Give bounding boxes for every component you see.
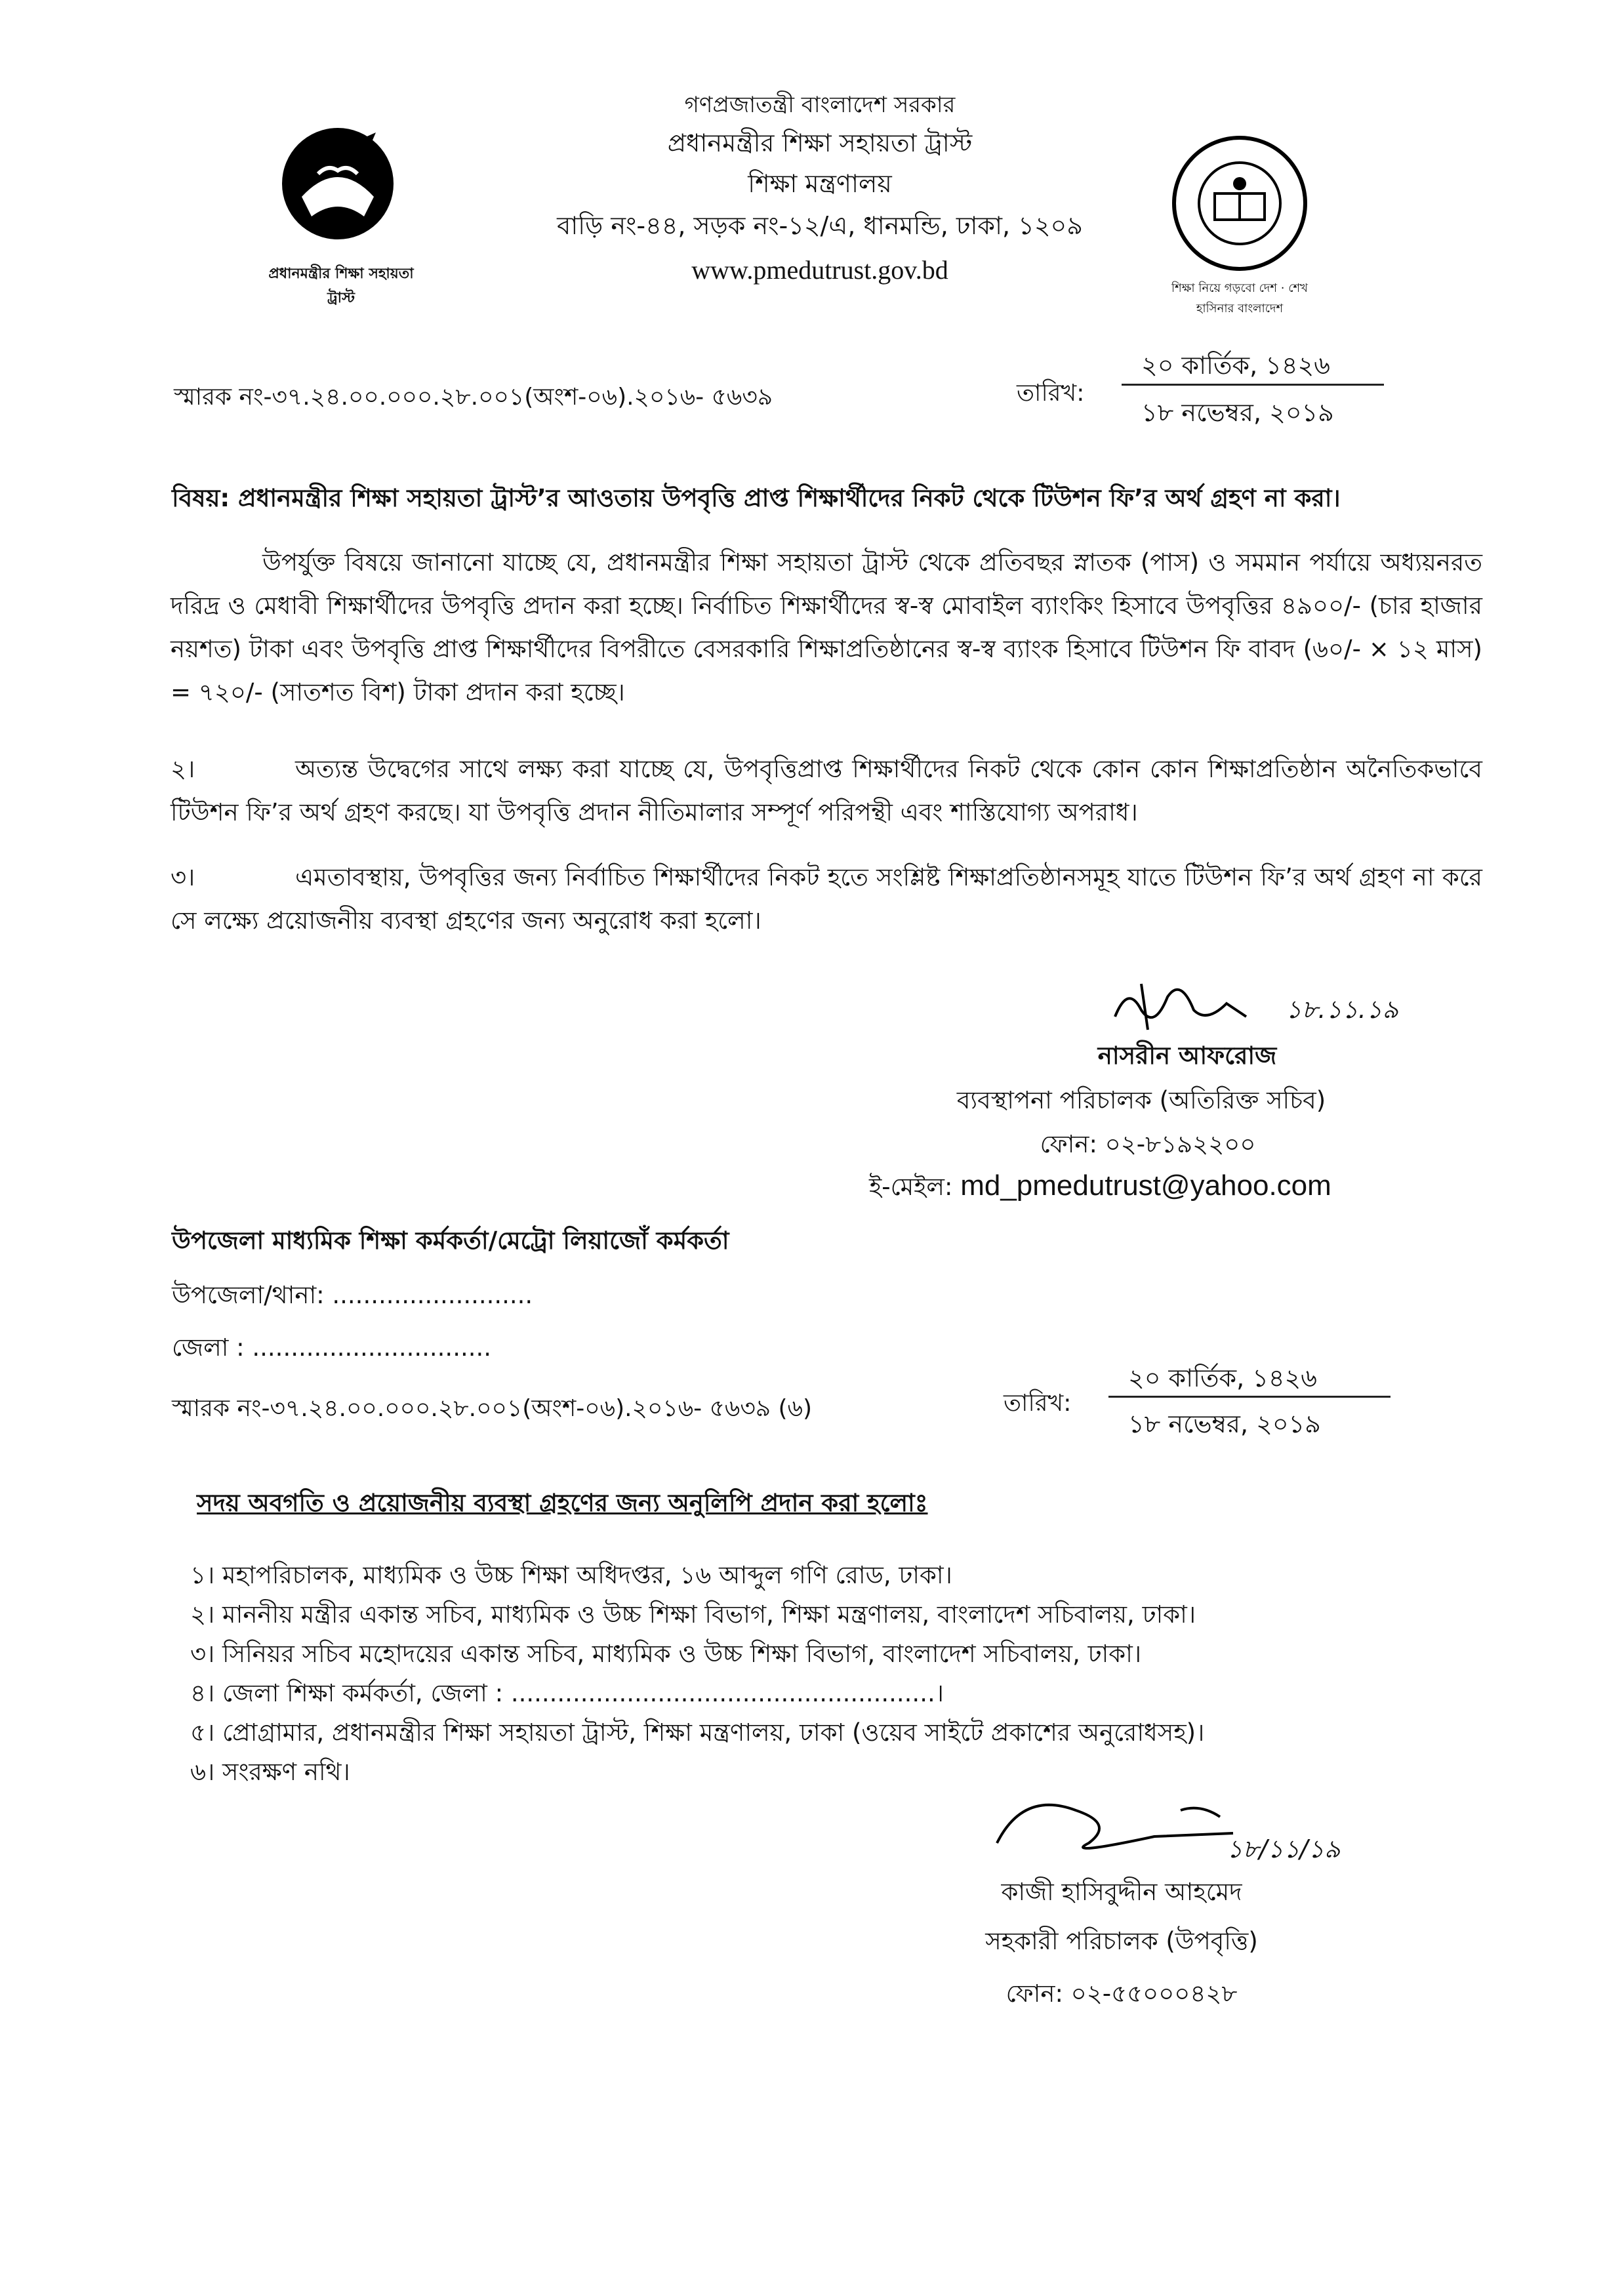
copy-item-5: ৫। প্রোগ্রামার, প্রধানমন্ত্রীর শিক্ষা সহায়তা ট্রাস্ট, শিক্ষা মন্ত্রণালয়, ঢাকা (ওয়েব সাইটে প্রকাশের অনুরোধসহ)। (190, 1718, 1205, 1747)
paragraph-3 (171, 856, 1482, 943)
signatory-1-name: নাসরীন আফরোজ (1097, 1042, 1277, 1070)
seal-text: শিক্ষা নিয়ে গড়বো দেশ · শেখ হাসিনার বাংলাদেশ (1171, 281, 1308, 315)
signature-1 (1076, 971, 1469, 1043)
copy-item-4: ৪। জেলা শিক্ষা কর্মকর্তা, জেলা : .......................................................। (190, 1679, 944, 1707)
signatory-1-designation: ব্যবস্থাপনা পরিচালক (অতিরিক্ত সচিব) (956, 1086, 1326, 1114)
signatory-2-phone: ফোন: ০২-৫৫০০০৪২৮ (1005, 1979, 1238, 2008)
copy-item-3: ৩। সিনিয়র সচিব মহোদয়ের একান্ত সচিব, মাধ্যমিক ও উচ্চ শিক্ষা বিভাগ, বাংলাদেশ সচিবালয়, ঢাকা। (190, 1640, 1142, 1668)
paragraph-2-text: অত্যন্ত উদ্বেগের সাথে লক্ষ্য করা যাচ্ছে যে, উপবৃত্তিপ্রাপ্ত শিক্ষার্থীদের নিকট থেকে কোন কোন শিক্ষাপ্রতিষ্ঠান অনৈতিকভাবে টিউশন ফি’র অর্থ গ্রহণ করছে। যা উপবৃত্তি প্রদান নীতিমালার সম্পূর্ণ পরিপন্থী এবং শাস্তিযোগ্য অপরাধ। (171, 755, 1482, 826)
signatory-2-designation: সহকারী পরিচালক (উপবৃত্তি) (985, 1927, 1258, 1955)
copy-item-2: ২। মাননীয় মন্ত্রীর একান্ত সচিব, মাধ্যমিক ও উচ্চ শিক্ষা বিভাগ, শিক্ষা মন্ত্রণালয়, বাংলাদেশ সচিবালয়, ঢাকা। (190, 1600, 1196, 1629)
signature-1-date: ১৮.১১.১৯ (1286, 995, 1399, 1024)
paragraph-3-number: ৩। (171, 863, 195, 891)
website-link[interactable]: www.pmedutrust.gov.bd (691, 255, 948, 285)
trust-name: প্রধানমন্ত্রীর শিক্ষা সহায়তা ট্রাস্ট (667, 129, 973, 157)
paragraph-2 (171, 748, 1482, 834)
memo-2-date-label: তারিখ: (1004, 1390, 1072, 1417)
email-address[interactable]: md_pmedutrust@yahoo.com (960, 1169, 1331, 1202)
memo-2-ref: স্মারক নং-৩৭.২৪.০০.০০০.২৮.০০১(অংশ-০৬).২০১৬- ৫৬৩৯ (৬) (172, 1395, 813, 1422)
book-seal-icon (1167, 131, 1312, 275)
paragraph-2-number: ২। (171, 755, 195, 783)
signatory-1-email-row (869, 1167, 1331, 1209)
date-bangla: ২০ কার্তিক, ১৪২৬ (1141, 351, 1330, 380)
recipient-title: উপজেলা মাধ্যমিক শিক্ষা কর্মকর্তা/মেট্রো লিয়াজোঁ কর্মকর্তা (172, 1227, 729, 1255)
paragraph-3-text: এমতাবস্থায়, উপবৃত্তির জন্য নির্বাচিত শিক্ষার্থীদের নিকট হতে সংশ্লিষ্ট শিক্ষাপ্রতিষ্ঠানসমূহ যাতে টিউশন ফি’র অর্থ গ্রহণ না করে সে লক্ষ্যে প্রয়োজনীয় ব্যবস্থা গ্রহণের জন্য অনুরোধ করা হলো। (171, 863, 1482, 935)
email-label: ই-মেইল: (869, 1173, 953, 1201)
trust-logo-icon (266, 118, 416, 269)
date-divider (1122, 384, 1384, 386)
copy-item-1: ১। মহাপরিচালক, মাধ্যমিক ও উচ্চ শিক্ষা অধিদপ্তর, ১৬ আব্দুল গণি রোড, ঢাকা। (190, 1561, 952, 1589)
paragraph-1 (171, 541, 1482, 714)
recipient-upazila: উপজেলা/থানা: .......................... (172, 1281, 533, 1309)
ministry-name: শিক্ষা মন্ত্রণালয় (748, 169, 892, 198)
seal-logo (1167, 131, 1312, 275)
signature-2-date: ১৮/১১/১৯ (1227, 1835, 1341, 1863)
trust-logo-caption: প্রধানমন্ত্রীর শিক্ষা সহায়তা ট্রাস্ট (268, 266, 414, 306)
copy-item-6: ৬। সংরক্ষণ নথি। (190, 1758, 350, 1786)
subject-line: বিষয়: প্রধানমন্ত্রীর শিক্ষা সহায়তা ট্রাস্ট’র আওতায় উপবৃত্তি প্রাপ্ত শিক্ষার্থীদের নিকট থেকে টিউশন ফি’র অর্থ গ্রহণ না করা। (172, 484, 1341, 512)
memo-ref: স্মারক নং-৩৭.২৪.০০.০০০.২৮.০০১(অংশ-০৬).২০১৬- ৫৬৩৯ (174, 384, 773, 411)
memo-2-date-english: ১৮ নভেম্বর, ২০১৯ (1128, 1410, 1321, 1438)
signatory-2-name: কাজী হাসিবুদ্দীন আহমেদ (1001, 1878, 1242, 1906)
memo-2-date-divider (1108, 1396, 1391, 1398)
paragraph-1-text: উপর্যুক্ত বিষয়ে জানানো যাচ্ছে যে, প্রধানমন্ত্রীর শিক্ষা সহায়তা ট্রাস্ট থেকে প্রতিবছর স্নাতক (পাস) ও সমমান পর্যায়ে অধ্যয়নরত দরিদ্র ও মেধাবী শিক্ষার্থীদের উপবৃত্তি প্রদান করা হচ্ছে। নির্বাচিত শিক্ষার্থীদের স্ব-স্ব মোবাইল ব্যাংকিং হিসাবে উপবৃত্তির ৪৯০০/- (চার হাজার নয়শত) টাকা এবং উপবৃত্তি প্রাপ্ত শিক্ষার্থীদের বিপরীতে বেসরকারি শিক্ষাপ্রতিষ্ঠানের স্ব-স্ব ব্যাংক হিসাবে টিউশন ফি বাবদ (৬০/- × ১২ মাস) = ৭২০/- (সাতশত বিশ) টাকা প্রদান করা হচ্ছে। (171, 548, 1482, 706)
date-english: ১৮ নভেম্বর, ২০১৯ (1141, 398, 1334, 427)
memo-2-date-bangla: ২০ কার্তিক, ১৪২৬ (1128, 1364, 1317, 1392)
address: বাড়ি নং-৪৪, সড়ক নং-১২/এ, ধানমন্ডি, ঢাকা, ১২০৯ (557, 211, 1083, 240)
date-label: তারিখ: (1017, 380, 1085, 407)
trust-logo (266, 118, 416, 269)
signatory-1-phone: ফোন: ০২-৮১৯২২০০ (1040, 1130, 1256, 1158)
copy-heading: সদয় অবগতি ও প্রয়োজনীয় ব্যবস্থা গ্রহণের জন্য অনুলিপি প্রদান করা হলোঃ (197, 1489, 928, 1517)
govt-name: গণপ্রজাতন্ত্রী বাংলাদেশ সরকার (684, 92, 956, 118)
signature-1-icon (1076, 971, 1469, 1043)
recipient-district: জেলা : ............................... (172, 1333, 492, 1362)
